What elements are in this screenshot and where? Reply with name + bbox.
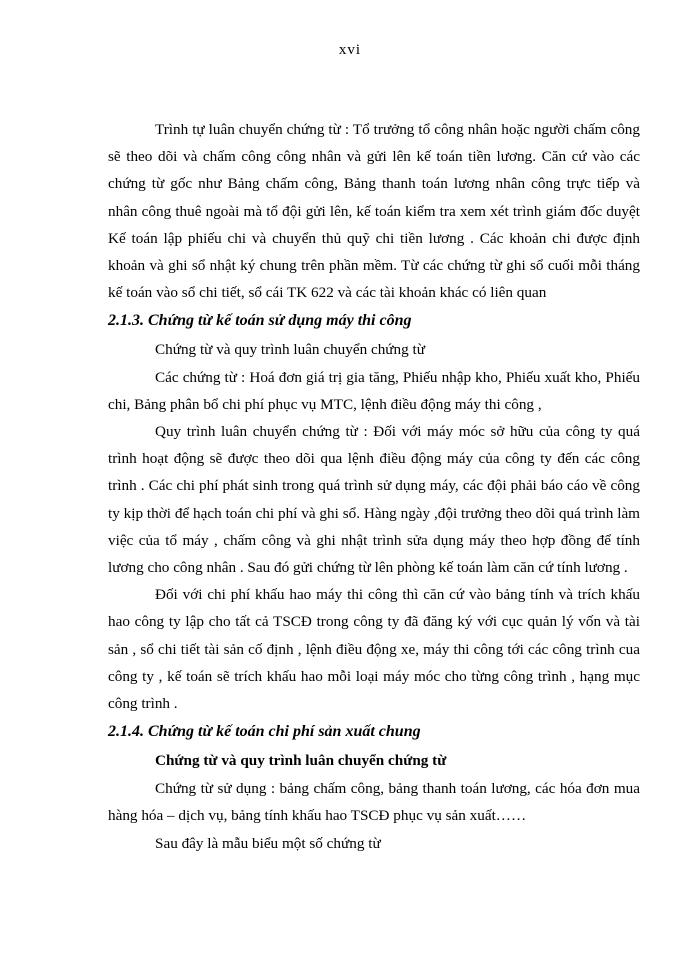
paragraph-213-documents: Các chứng từ : Hoá đơn giá trị gia tăng, Phiếu nhập kho, Phiếu xuất kho, Phiếu chi, Bảng phân bổ chi phí phục vụ MTC, lệnh điều động máy thi công ,	[108, 368, 640, 413]
section-heading-2-1-3: 2.1.3. Chứng từ kế toán sử dụng máy thi công	[108, 312, 412, 330]
paragraph-214-documents: Chứng từ sử dụng : bảng chấm công, bảng thanh toán lương, các hóa đơn mua hàng hóa – dịch vụ, bảng tính khấu hao TSCĐ phục vụ sản xuất……	[108, 780, 640, 825]
section-subheading-2-1-4: Chứng từ và quy trình luân chuyển chứng từ	[155, 752, 447, 770]
section-heading-2-1-4: 2.1.4. Chứng từ kế toán chi phí sản xuất chung	[108, 723, 421, 741]
paragraph-document-flow: Trình tự luân chuyển chứng từ : Tổ trưởng tổ công nhân hoặc người chấm công sẽ theo dõi và chấm công công nhân và gửi lên kế toán tiền lương. Căn cứ vào các chứng từ gốc như Bảng chấm công, Bảng thanh toán lương nhân công trực tiếp và nhân công thuê ngoài mà tổ đội gửi lên, kế toán kiểm tra xem xét trình giám đốc duyệt Kế toán lập phiếu chi và chuyển thủ quỹ chi tiền lương . Các khoản chi được định khoản và ghi sổ nhật ký chung trên phần mềm. Từ các chứng từ ghi sổ cuối mỗi tháng kế toán vào sổ chi tiết, sổ cái TK 622 và các tài khoản khác có liên quan	[108, 121, 640, 302]
document-body	[108, 116, 640, 857]
paragraph-213-process: Quy trình luân chuyển chứng từ : Đối với máy móc sở hữu của công ty quá trình hoạt động sẽ được theo dõi qua lệnh điều động máy của công ty đến các công trình . Các chi phí phát sinh trong quá trình sử dụng máy, các đội phải báo cáo về công ty kịp thời để hạch toán chi phí và ghi sổ. Hàng ngày ,đội trưởng theo dõi quá trình làm việc của tổ máy , chấm công và ghi nhật trình sửa dụng máy theo hợp đồng để tính lương cho công nhân . Sau đó gửi chứng từ lên phòng kế toán làm căn cứ tính lương .	[108, 423, 640, 577]
paragraph-213-intro: Chứng từ và quy trình luân chuyển chứng từ	[155, 341, 425, 359]
paragraph-214-forms: Sau đây là mẫu biểu một số chứng từ	[155, 834, 381, 852]
paragraph-213-depreciation: Đối với chi phí khấu hao máy thi công thì căn cứ vào bảng tính và trích khấu hao công ty lập cho tất cả TSCĐ trong công ty đã đăng ký với cục quản lý vốn và tài sản , sổ chi tiết tài sản cố định , lệnh điều động xe, máy thi công tới các công trình cua công ty , kế toán sẽ trích khấu hao mỗi loại máy móc cho từng công trình , hạng mục công trình .	[108, 586, 640, 713]
page-number: xvi	[338, 42, 362, 58]
